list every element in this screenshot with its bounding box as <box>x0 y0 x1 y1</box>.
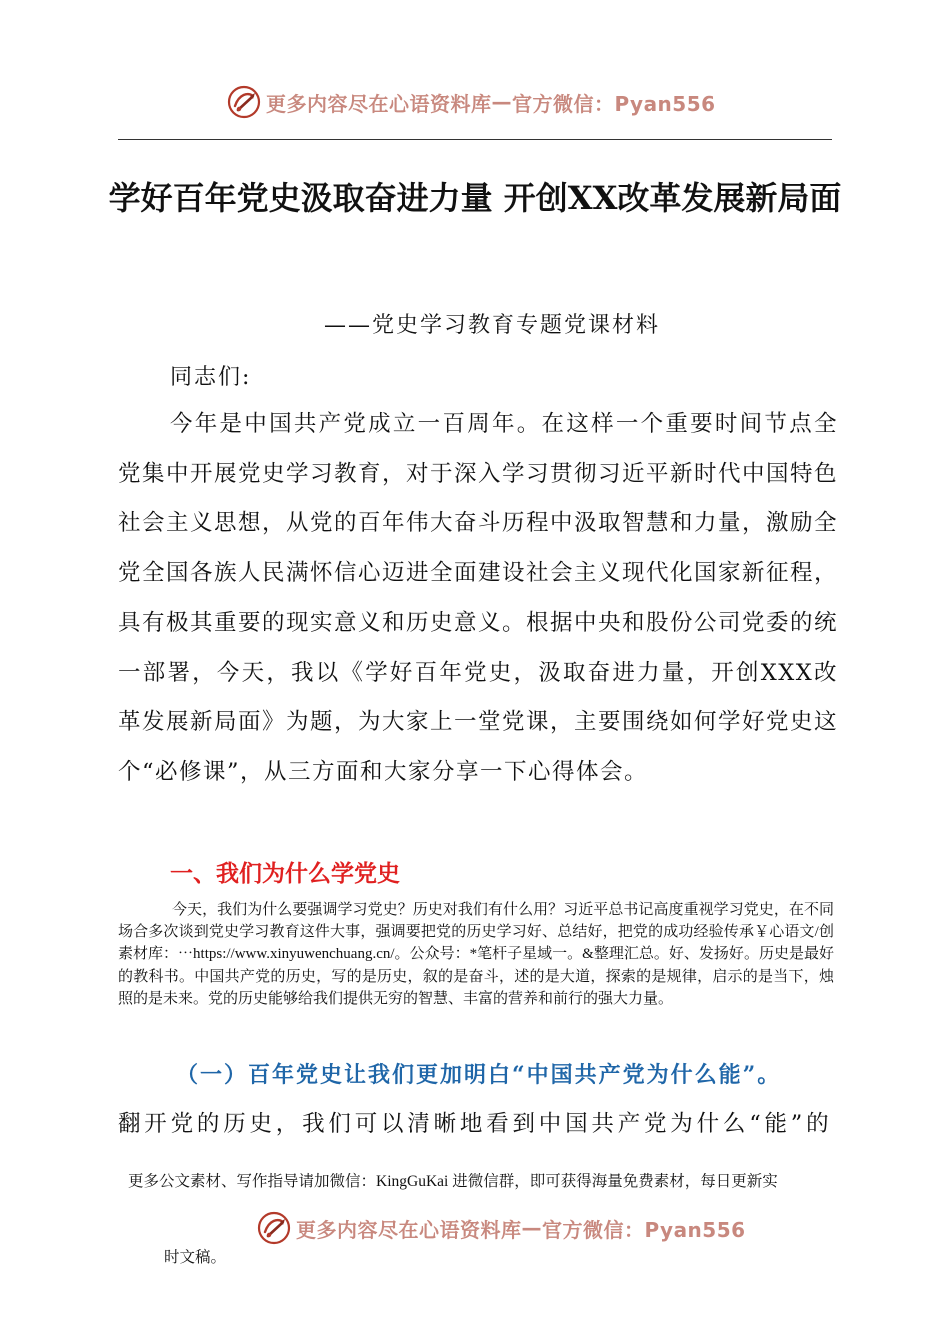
watermark-contact-text: 官方微信：Pyan556 <box>512 91 716 116</box>
watermark-contact-text: 官方微信：Pyan556 <box>542 1217 746 1242</box>
document-subtitle: ——党史学习教育专题党课材料 <box>324 313 661 338</box>
footer-watermark-banner <box>256 1208 746 1248</box>
brand-logo-icon <box>226 84 262 120</box>
intro-paragraph: 今年是中国共产党成立一百周年。在这样一个重要时间节点全党集中开展党史学习教育，对于深入学习贯彻习近平新时代中国特色社会主义思想，从党的百年伟大奋斗历程中汲取智慧和力量，激励全党全国各族人民满怀信心迈进全面建设社会主义现代化国家新征程，具有极其重要的现实意义和历史意义。根据中央和股份公司党委的统一部署，今天，我以《学好百年党史，汲取奋进力量，开创XXX改革发展新局面》为题，为大家上一堂党课，主要围绕如何学好党史这个“必修课”，从三方面和大家分享一下心得体会。 <box>118 411 839 785</box>
subsection-1-heading: （一）百年党史让我们更加明白“中国共产党为什么能”。 <box>176 1062 782 1088</box>
footer-note-tail: 时文稿。 <box>164 1249 227 1266</box>
document-title: 学好百年党史汲取奋进力量 开创XX改革发展新局面 <box>108 179 842 217</box>
watermark-separator: — <box>521 1216 542 1240</box>
header-watermark-banner <box>226 82 716 122</box>
footer-note: 更多公文素材、写作指导请加微信：KingGuKai 进微信群，即可获得海量免费素材，每日更新实 <box>128 1173 778 1190</box>
subsection-1-text: 翻开党的历史，我们可以清晰地看到中国共产党为什么“能”的 <box>118 1111 833 1137</box>
watermark-brand-text: 更多内容尽在心语资料库 <box>296 1217 522 1242</box>
watermark-brand-text: 更多内容尽在心语资料库 <box>266 91 492 116</box>
section-1-heading: 一、我们为什么学党史 <box>170 861 400 887</box>
section-1-paragraph: 今天，我们为什么要强调学习党史？历史对我们有什么用？习近平总书记高度重视学习党史，在不同场合多次谈到党史学习教育这件大事，强调要把党的历史学习好、总结好，把党的成功经验传承￥心语文/创素材库：⋯https://www.xinyuwenchuang.cn/。公众号：*笔杆子星域一。&整理汇总。好、发扬好。历史是最好的教科书。中国共产党的历史，写的是历史，叙的是奋斗，述的是大道，探索的是规律，启示的是当下，烛照的是未来。党的历史能够给我们提供无穷的智慧、丰富的营养和前行的强大力量。 <box>118 902 834 1007</box>
salutation: 同志们: <box>170 365 252 390</box>
brand-logo-icon <box>256 1210 292 1246</box>
watermark-separator: — <box>491 90 512 114</box>
header-divider <box>118 139 832 140</box>
